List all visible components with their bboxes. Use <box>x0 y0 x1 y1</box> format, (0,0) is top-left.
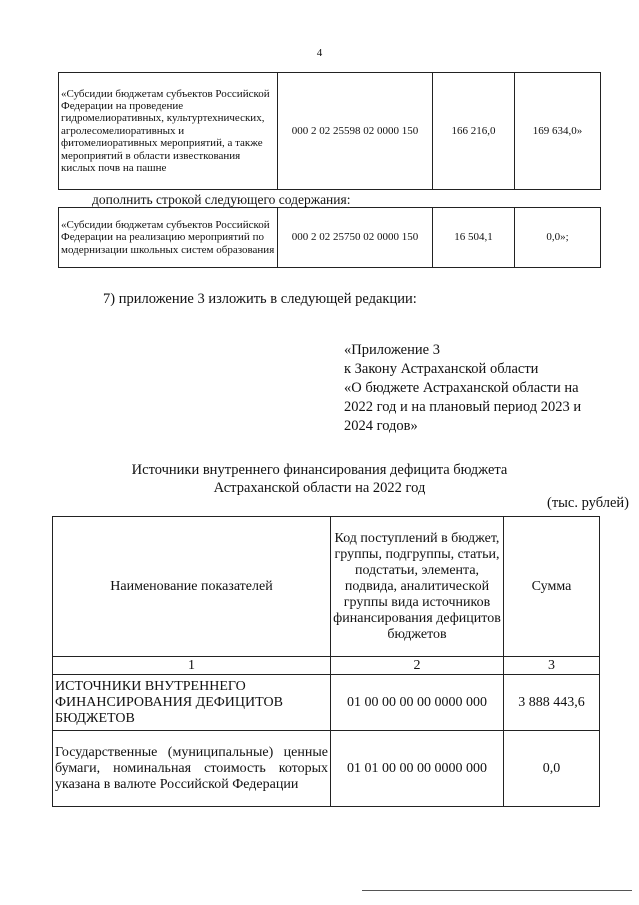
indicator-sum: 0,0 <box>504 731 600 807</box>
item-7-text: 7) приложение 3 изложить в следующей редакции: <box>103 291 417 307</box>
bottom-rule <box>362 890 632 891</box>
indicator-code: 01 00 00 00 00 0000 000 <box>331 675 504 731</box>
indicator-name: ИСТОЧНИКИ ВНУТРЕННЕГО ФИНАНСИРОВАНИЯ ДЕФИЦИТОВ БЮДЖЕТОВ <box>53 675 331 731</box>
indicator-sum: 3 888 443,6 <box>504 675 600 731</box>
header-name: Наименование показателей <box>53 517 331 657</box>
page-number: 4 <box>316 47 323 59</box>
value-cell: 166 216,0 <box>433 73 515 190</box>
deficit-sources-table <box>52 516 600 807</box>
value-cell: 16 504,1 <box>433 208 515 268</box>
subsidy-name-cell: «Субсидии бюджетам субъектов Российской Федерации на проведение гидромелиоративных, культуртехнических, агролесомелиоративных и фитомелиоративных мероприятий, а также мероприятий в области известкования кислых почв на пашне <box>59 73 278 190</box>
appendix-line: 2022 год и на плановый период 2023 и <box>344 399 582 415</box>
appendix-line: «О бюджете Астраханской области на <box>344 380 579 396</box>
column-number-row <box>53 657 600 675</box>
title-line: Астраханской области на 2022 год <box>213 480 426 496</box>
appendix-line: к Закону Астраханской области <box>344 361 539 377</box>
column-number: 2 <box>331 657 504 675</box>
table-row <box>59 208 601 268</box>
value-cell: 0,0»; <box>515 208 601 268</box>
indicator-name: Государственные (муниципальные) ценные бумаги, номинальная стоимость которых указана в валюте Российской Федерации <box>53 731 331 807</box>
appendix-line: 2024 годов» <box>344 418 418 434</box>
column-number: 1 <box>53 657 331 675</box>
indicator-code: 01 01 00 00 00 0000 000 <box>331 731 504 807</box>
column-number: 3 <box>504 657 600 675</box>
title-line: Источники внутреннего финансирования дефицита бюджета <box>131 462 508 478</box>
table-row <box>53 731 600 807</box>
header-sum: Сумма <box>504 517 600 657</box>
table-row <box>53 675 600 731</box>
subsidies-table <box>58 72 601 268</box>
appendix-line: «Приложение 3 <box>344 342 440 358</box>
table-row <box>59 73 601 190</box>
header-code: Код поступлений в бюджет, группы, подгруппы, статьи, подстатьи, элемента, подвида, аналитической группы вида источников финансирования дефицитов бюджетов <box>331 517 504 657</box>
subsidy-name-cell: «Субсидии бюджетам субъектов Российской Федерации на реализацию мероприятий по модернизации школьных систем образования <box>59 208 278 268</box>
budget-code-cell: 000 2 02 25750 02 0000 150 <box>278 208 433 268</box>
appendix-header <box>344 341 604 436</box>
value-cell: 169 634,0» <box>515 73 601 190</box>
header-row <box>53 517 600 657</box>
insertion-note: дополнить строкой следующего содержания: <box>92 192 351 207</box>
budget-code-cell: 000 2 02 25598 02 0000 150 <box>278 73 433 190</box>
units-label: (тыс. рублей) <box>547 495 629 511</box>
document-title <box>0 461 639 497</box>
